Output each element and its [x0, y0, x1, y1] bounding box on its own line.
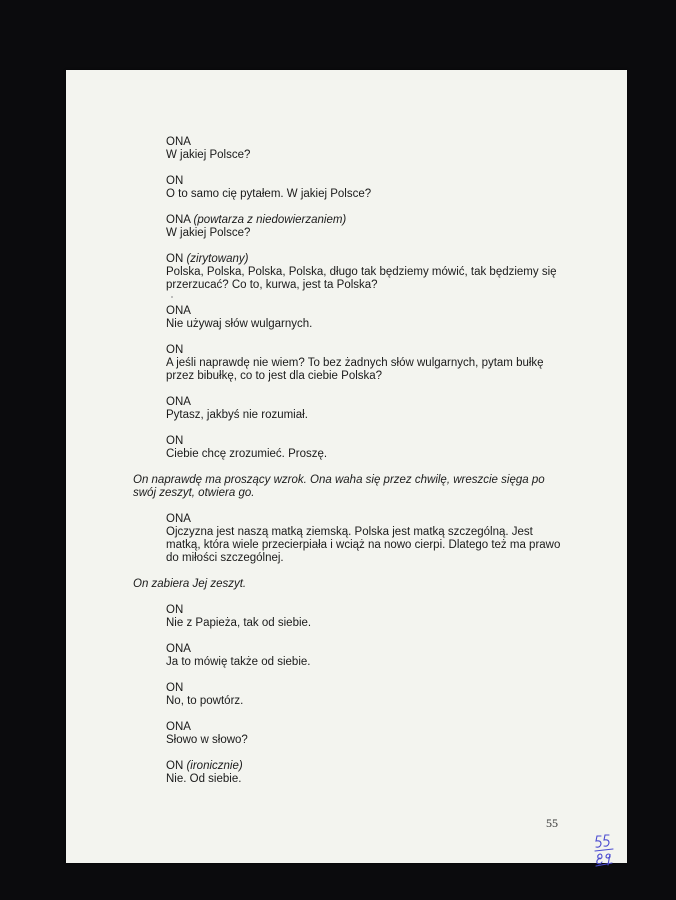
dialogue-block: [166, 253, 566, 292]
dialogue-block: [166, 305, 566, 331]
dialogue-line: W jakiej Polsce?: [166, 227, 251, 239]
speaker-name: ONA: [166, 136, 191, 148]
dialogue-line: Pytasz, jakbyś nie rozumiał.: [166, 409, 308, 421]
dialogue-line: przerzucać? Co to, kurwa, jest ta Polska?: [166, 279, 378, 291]
stage-direction-line: On zabiera Jej zeszyt.: [133, 578, 247, 590]
parenthetical: (zirytowany): [186, 253, 249, 265]
document-page: [66, 70, 627, 863]
speaker-name: ON (ironicznie): [166, 760, 243, 772]
dialogue-line: Słowo w słowo?: [166, 734, 248, 746]
stage-direction: [133, 578, 553, 591]
stage-direction-line: On naprawdę ma proszący wzrok. Ona waha się przez chwilę, wreszcie sięga po: [133, 474, 545, 486]
speaker-name: ONA: [166, 305, 191, 317]
dialogue-line: W jakiej Polsce?: [166, 149, 251, 161]
dialogue-line: Nie. Od siebie.: [166, 773, 242, 785]
dialogue-block: [166, 175, 566, 201]
dialogue-line: A jeśli naprawdę nie wiem? To bez żadnych słów wulgarnych, pytam bułkę: [166, 357, 544, 369]
handwritten-page-mark: [592, 832, 618, 868]
stage-direction: [133, 474, 553, 500]
script-content: [133, 136, 566, 799]
dialogue-line: do miłości szczególnej.: [166, 552, 284, 564]
speaker-name: ON: [166, 604, 184, 616]
speaker-name: ON: [166, 344, 184, 356]
dialogue-block: [166, 760, 566, 786]
stage-direction-line: swój zeszyt, otwiera go.: [133, 487, 255, 499]
dialogue-line: Ojczyzna jest naszą matką ziemską. Polska jest matką szczególną. Jest: [166, 526, 533, 538]
dialogue-line: matką, która wiele przecierpiała i wciąż na nowo cierpi. Dlatego też ma prawo: [166, 539, 561, 551]
speaker-name: ONA: [166, 643, 191, 655]
speaker-name: ON: [166, 682, 184, 694]
dialogue-line: O to samo cię pytałem. W jakiej Polsce?: [166, 188, 372, 200]
dialogue-line: Nie z Papieża, tak od siebie.: [166, 617, 312, 629]
speaker-name: ONA: [166, 396, 191, 408]
dialogue-line: Nie używaj słów wulgarnych.: [166, 318, 313, 330]
parenthetical: (powtarza z niedowierzaniem): [193, 214, 347, 226]
dialogue-block: [166, 682, 566, 708]
dialogue-block: [166, 643, 566, 669]
speaker-name: ON: [166, 175, 184, 187]
speaker-name: ONA: [166, 721, 191, 733]
dialogue-block: [166, 344, 566, 383]
dialogue-block: [166, 604, 566, 630]
page-number: 55: [546, 816, 558, 830]
dialogue-line: No, to powtórz.: [166, 695, 244, 707]
dialogue-line: przez bibułkę, co to jest dla ciebie Polska?: [166, 370, 383, 382]
speaker-name: ON (zirytowany): [166, 253, 249, 265]
speaker-name: ONA: [166, 513, 191, 525]
parenthetical: (ironicznie): [186, 760, 243, 772]
speaker-name: ONA (powtarza z niedowierzaniem): [166, 214, 347, 226]
dialogue-line: Ja to mówię także od siebie.: [166, 656, 311, 668]
dialogue-block: [166, 513, 566, 565]
speaker-name: ON: [166, 435, 184, 447]
dialogue-block: [166, 136, 566, 162]
dialogue-line: Ciebie chcę zrozumieć. Proszę.: [166, 448, 328, 460]
dialogue-block: [166, 721, 566, 747]
dialogue-block: [166, 435, 566, 461]
dialogue-block: [166, 214, 566, 240]
dialogue-line: Polska, Polska, Polska, Polska, długo tak będziemy mówić, tak będziemy się: [166, 266, 557, 278]
dialogue-block: [166, 396, 566, 422]
